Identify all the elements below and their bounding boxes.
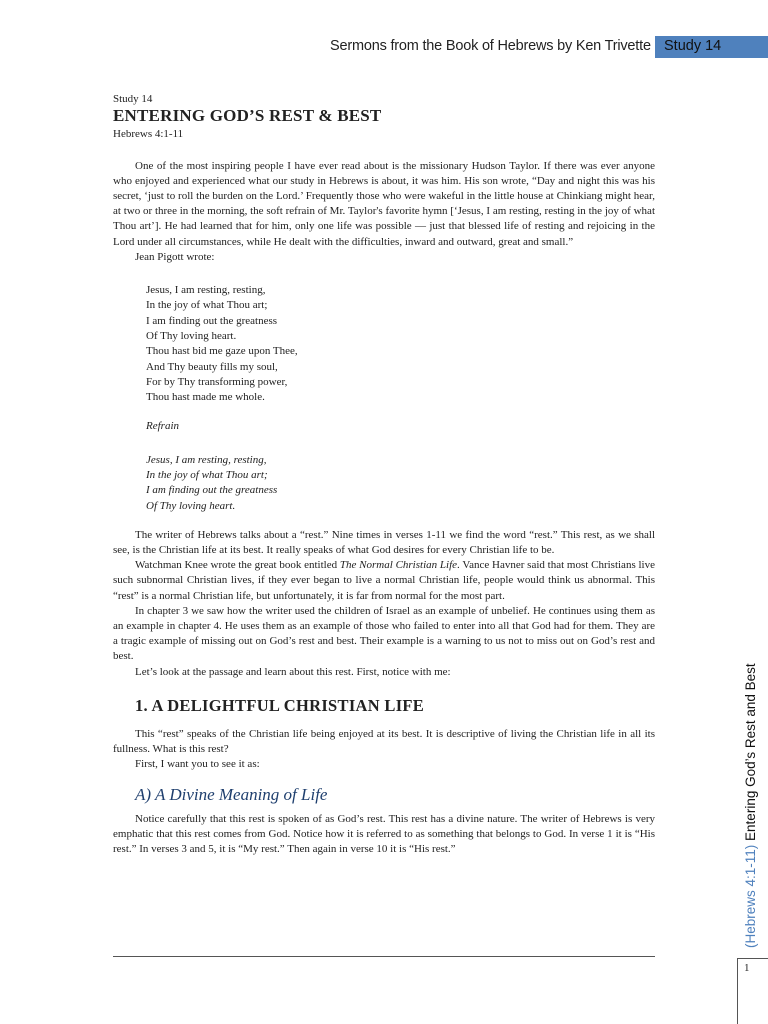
refrain-line: In the joy of what Thou art;: [146, 468, 268, 481]
scripture-reference: Hebrews 4:1-11: [113, 128, 184, 141]
page-number: 1: [744, 962, 750, 974]
refrain-label: Refrain: [146, 420, 179, 433]
hymn-line: Thou hast bid me gaze upon Thee,: [146, 345, 298, 358]
header-accent-rule: [655, 57, 768, 58]
paragraph-watchman-knee: [113, 558, 655, 604]
hymn-line: Thou hast made me whole.: [146, 391, 265, 404]
side-running-title: [743, 663, 758, 948]
page-title: ENTERING GOD’S REST & BEST: [113, 106, 382, 126]
paragraph-jean-pigott: Jean Pigott wrote:: [135, 250, 215, 263]
side-scripture-reference: (Hebrews 4:1-11): [743, 844, 758, 948]
subsection-heading: A) A Divine Meaning of Life: [135, 784, 328, 804]
hymn-line: I am finding out the greatness: [146, 314, 278, 327]
paragraph-chapter-three: In chapter 3 we saw how the writer used the children of Israel as an example of unbelief. He continues using them as an example in chapter 4. He uses them as an example of those who failed to enter into all that God had for them. They are a tragic example of missing out on God’s rest and best. Their example is a warning to us not to miss out on God’s rest and best.: [113, 604, 655, 663]
hymn-refrain: [146, 453, 655, 514]
side-sermon-title: Entering God’s Rest and Best: [743, 663, 758, 845]
paragraph-gods-rest: Notice carefully that this rest is spoken of as God’s rest. This rest has a divine nature. The writer of Hebrews is very emphatic that this rest comes from God. Notice how it is referred to as something that belongs to God. In verse 1 it is “His rest.” In verses 3 and 5, it is “My rest.” Then again in verse 10 it is “His rest.”: [113, 812, 655, 856]
spacer: [113, 514, 655, 528]
paragraph-rest-speaks: This “rest” speaks of the Christian life being enjoyed at its best. It is descriptive of living the Christian life in all its fullness. What is this rest?: [113, 728, 655, 756]
hymn-line: And Thy beauty fills my soul,: [146, 360, 278, 373]
hymn-line: Jesus, I am resting, resting,: [146, 284, 266, 297]
study-label: Study 14: [113, 93, 153, 105]
refrain-line: Jesus, I am resting, resting,: [146, 453, 267, 466]
document-body: [113, 92, 655, 857]
hymn-line: For by Thy transforming power,: [146, 375, 288, 388]
study-number-tab: Study 14: [655, 36, 768, 57]
book-title: The Normal Christian Life: [339, 559, 458, 572]
hymn-line: Of Thy loving heart.: [146, 329, 237, 342]
paragraph-first-see: First, I want you to see it as:: [135, 758, 260, 771]
page-number-bar: [737, 958, 738, 1024]
section-heading: 1. A DELIGHTFUL CHRISTIAN LIFE: [135, 695, 425, 715]
refrain-line: I am finding out the greatness: [146, 484, 278, 497]
footer-rule: [113, 956, 655, 957]
text-run: . Vance Havner said that most Christians live such subnormal Christian lives, if they ever began to live a normal Christian life, people would think us abnormal. This “rest” is a normal Christian life, but unfortunately, it is far from normal for the most part.: [113, 559, 655, 602]
text-run: Watchman Knee wrote the great book entitled: [135, 559, 340, 572]
paragraph-writer-rest: The writer of Hebrews talks about a “rest.” Nine times in verses 1-11 we find the word “rest.” This rest, as we shall see, is the Christian life at its best. It really speaks of what God desires for every Christian life to be.: [113, 528, 655, 556]
hymn-verse: [146, 283, 655, 405]
hymn-line: In the joy of what Thou art;: [146, 299, 268, 312]
refrain-line: Of Thy loving heart.: [146, 499, 236, 512]
running-header-title: Sermons from the Book of Hebrews by Ken Trivette: [330, 38, 651, 54]
page-number-rule: [737, 958, 768, 959]
paragraph-hudson-taylor: One of the most inspiring people I have ever read about is the missionary Hudson Taylor. If there was ever anyone who enjoyed and experienced what our study in Hebrews is about, it was him. His son wrote, “Day and night this was his secret, ‘just to roll the burden on the Lord.’ Frequently those who were wakeful in the little house at Chinkiang might hear, at two or three in the morning, the soft refrain of Mr. Taylor's favorite hymn [‘Jesus, I am resting, resting in the joy of what Thou art’]. He had learned that for him, only one life was possible — just that blessed life of resting and rejoicing in the Lord under all circumstances, while He dealt with the difficulties, inward and outward, great and small.”: [113, 159, 655, 248]
paragraph-look-passage: Let’s look at the passage and learn about this rest. First, notice with me:: [135, 665, 451, 678]
